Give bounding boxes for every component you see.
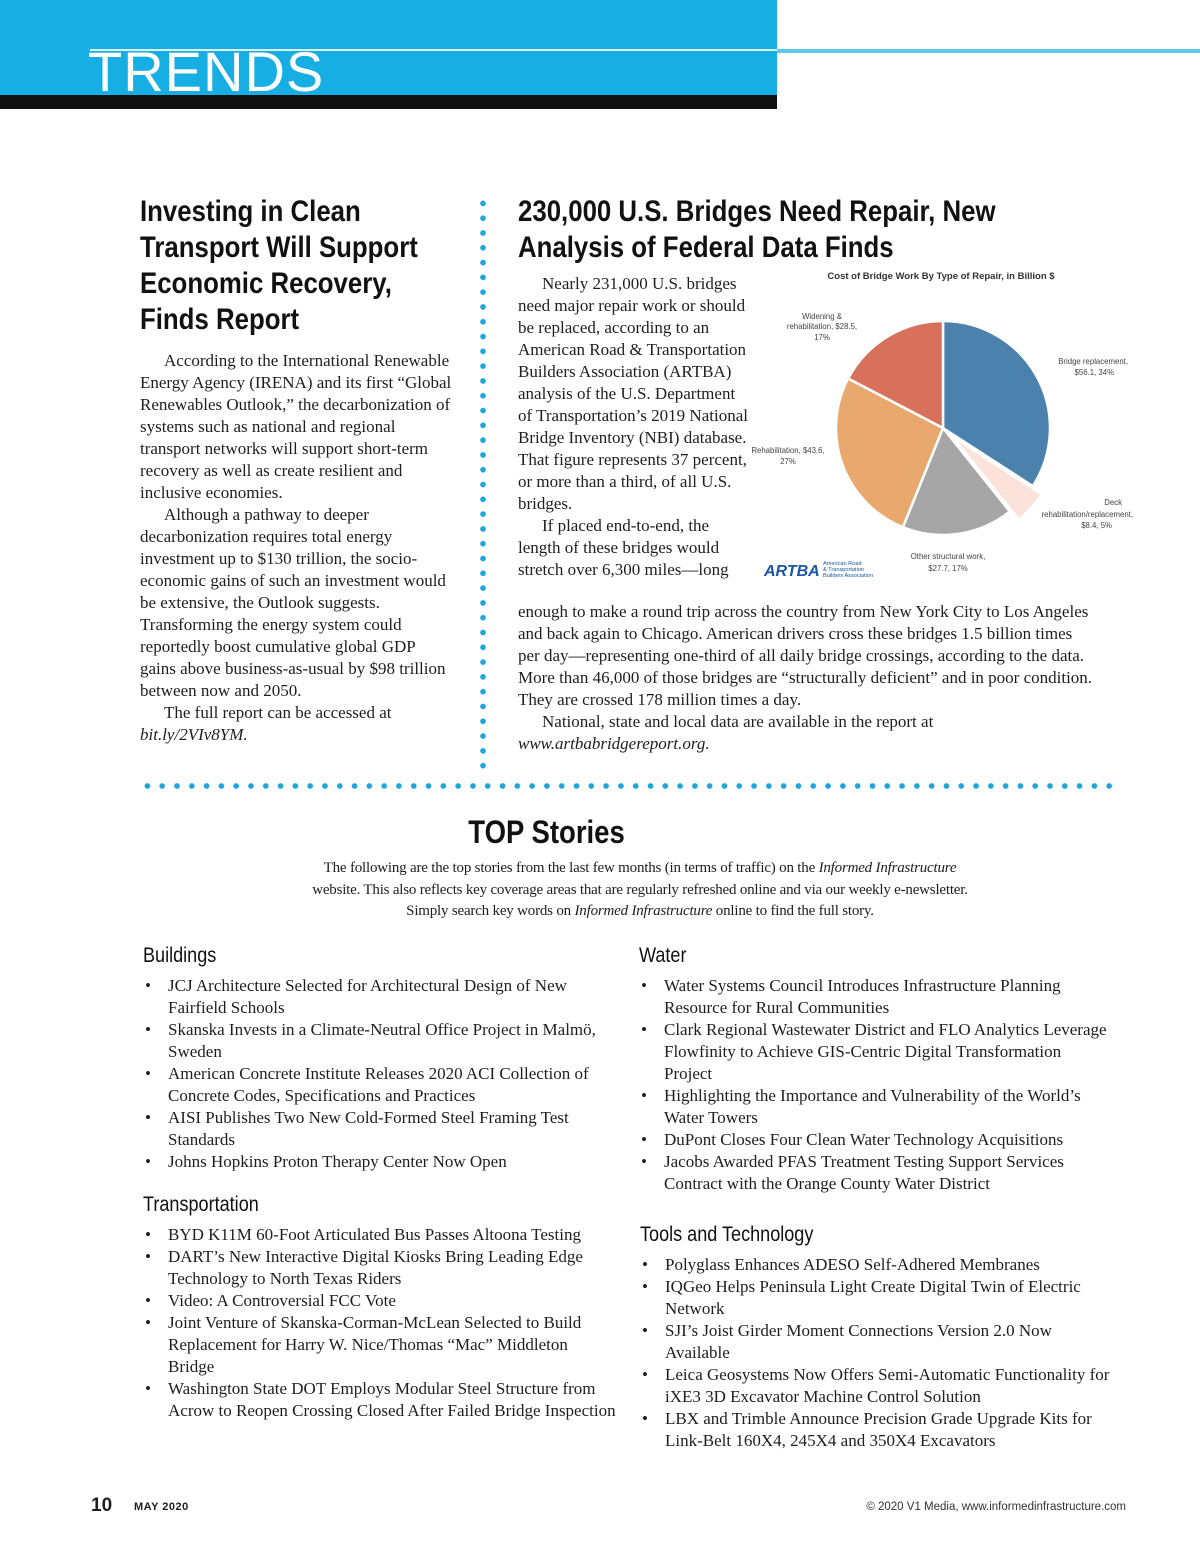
story-link[interactable]: • Joint Venture of Skanska-Corman-McLean Selected to Build Replacement for Harry W. Nice/Thomas “Mac” Middleton Bridge xyxy=(143,1312,618,1378)
left-article xyxy=(140,194,452,746)
left-article-title: Investing in Clean Transport Will Support Economic Recovery, Finds Report xyxy=(140,195,418,336)
story-link[interactable]: • American Concrete Institute Releases 2020 ACI Collection of Concrete Codes, Specifications and Practices xyxy=(143,1063,613,1107)
story-link[interactable]: • Skanska Invests in a Climate-Neutral Office Project in Malmö, Sweden xyxy=(143,1019,613,1063)
label-other-line2: $27.7, 17% xyxy=(928,564,968,573)
story-link[interactable]: • Video: A Controversial FCC Vote xyxy=(143,1290,618,1312)
top-stories-intro xyxy=(300,858,980,923)
label-bridge-replacement-line1: Bridge replacement, xyxy=(1058,357,1128,366)
tools-story-list xyxy=(640,1254,1110,1452)
label-widening-line2: rehabilitation, $28.5, xyxy=(786,322,858,331)
section-tools-and-technology xyxy=(640,1222,1110,1452)
label-bridge-replacement xyxy=(1058,357,1128,377)
section-heading-transportation: Transportation xyxy=(143,1193,259,1216)
section-heading-tools: Tools and Technology xyxy=(640,1223,814,1246)
header-rule-extension xyxy=(777,49,1200,53)
top-stories-title: TOP Stories xyxy=(468,814,625,850)
story-link[interactable]: • JCJ Architecture Selected for Architectural Design of New Fairfield Schools xyxy=(143,975,613,1019)
left-article-paragraph-1: According to the International Renewable Energy Agency (IRENA) and its first “Global Renewables Outlook,” the decarbonization of systems such as national and regional transport networks will support short-term recovery as well as create resilient and inclusive economies. xyxy=(140,351,452,502)
artba-logo xyxy=(763,561,873,580)
story-link[interactable]: • AISI Publishes Two New Cold-Formed Steel Framing Test Standards xyxy=(143,1107,613,1151)
bridge-report-link[interactable]: www.artbabridgereport.org. xyxy=(518,734,710,753)
label-widening xyxy=(787,312,857,342)
label-other-line1: Other structural work, xyxy=(910,552,986,561)
left-article-p3-text: The full report can be accessed at xyxy=(164,703,392,722)
left-article-paragraph-3 xyxy=(140,702,452,746)
story-link[interactable]: • Clark Regional Wastewater District and FLO Analytics Leverage Flowfinity to Achieve GIS-Centric Digital Transformation Project xyxy=(639,1019,1109,1085)
section-water xyxy=(639,943,1109,1195)
intro-part-a: The following are the top stories from the last few months (in terms of traffic) on the xyxy=(323,860,819,876)
intro-part-e: online to find the full story. xyxy=(712,903,874,919)
artba-logo-line2: & Transportation xyxy=(823,567,865,573)
horizontal-dotted-divider xyxy=(140,781,1115,791)
label-deck-line1: Deck xyxy=(1104,498,1122,507)
label-bridge-replacement-line2: $56.1, 34% xyxy=(1074,368,1114,377)
section-transportation xyxy=(143,1192,618,1422)
story-link[interactable]: • Jacobs Awarded PFAS Treatment Testing Support Services Contract with the Orange County Water District xyxy=(639,1151,1109,1195)
copyright-notice: © 2020 V1 Media, www.informedinfrastructure.com xyxy=(866,1501,1126,1513)
label-deck-line3: $8.4, 5% xyxy=(1081,521,1112,530)
right-article-paragraph-1: Nearly 231,000 U.S. bridges need major repair work or should be replaced, according to an American Road & Transportation Builders Association (ARTBA) analysis of the U.S. Department of Transportation’s 2019 National Bridge Inventory (NBI) database. That figure represents 37 percent, or more than a third, of all U.S. bridges. xyxy=(518,274,748,513)
story-link[interactable]: • Water Systems Council Introduces Infrastructure Planning Resource for Rural Communities xyxy=(639,975,1109,1019)
artba-logo-line3: Builders Association xyxy=(823,573,874,579)
issue-date: MAY 2020 xyxy=(134,1501,189,1513)
vertical-dotted-divider xyxy=(479,196,487,776)
label-rehab-line2: 27% xyxy=(780,457,796,466)
artba-logo-mark: ARTBA xyxy=(764,563,820,580)
right-article-paragraph-3 xyxy=(518,711,1093,755)
page-number: 10 xyxy=(91,1495,113,1516)
artba-logo-line1: American Road xyxy=(823,561,862,567)
right-article-header xyxy=(518,194,1093,266)
right-article-paragraph-2a: If placed end-to-end, the length of these bridges would stretch over 6,300 miles—long xyxy=(518,516,729,579)
right-article-paragraph-2b: enough to make a round trip across the country from New York City to Los Angeles and back again to Chicago. American drivers cross these bridges 1.5 billion times per day—representing one-third of all daily bridge crossings, according to the data. More than 46,000 of those bridges are “structurally deficient” and in poor condition. They are crossed 178 million times a day. xyxy=(518,602,1093,709)
section-heading-water: Water xyxy=(639,944,687,967)
section-title: TRENDS xyxy=(88,40,325,103)
label-rehab-line1: Rehabilitation, $43.6, xyxy=(751,446,825,455)
story-link[interactable]: • Polyglass Enhances ADESO Self-Adhered Membranes xyxy=(640,1254,1110,1276)
transportation-story-list xyxy=(143,1224,618,1422)
right-article-title: 230,000 U.S. Bridges Need Repair, New Analysis of Federal Data Finds xyxy=(518,195,996,264)
story-link[interactable]: • Leica Geosystems Now Offers Semi-Automatic Functionality for iXE3 3D Excavator Machine Control Solution xyxy=(640,1364,1110,1408)
story-link[interactable]: • Johns Hopkins Proton Therapy Center Now Open xyxy=(143,1151,613,1173)
intro-part-c: website. This also reflects key coverage areas that are regularly refreshed online and via our weekly e-newsletter. Simply search key words on xyxy=(312,881,968,919)
left-article-paragraph-2: Although a pathway to deeper decarbonization requires total energy investment up to $130 trillion, the socio-economic gains of such an investment would be extensive, the Outlook suggests. Transforming the energy system could reportedly boost cumulative global GDP gains above business-as-usual by $98 trillion between now and 2050. xyxy=(140,505,446,700)
story-link[interactable]: • DuPont Closes Four Clean Water Technology Acquisitions xyxy=(639,1129,1109,1151)
label-other-structural xyxy=(911,552,986,573)
intro-part-d: Informed Infrastructure xyxy=(574,903,713,919)
report-link[interactable]: bit.ly/2VIv8YM. xyxy=(140,725,248,744)
story-link[interactable]: • BYD K11M 60-Foot Articulated Bus Passes Altoona Testing xyxy=(143,1224,618,1246)
bridge-cost-pie-chart xyxy=(740,262,1140,582)
right-article-p3-text: National, state and local data are available in the report at xyxy=(542,712,934,731)
story-link[interactable]: • Highlighting the Importance and Vulnerability of the World’s Water Towers xyxy=(639,1085,1109,1129)
buildings-story-list xyxy=(143,975,613,1173)
chart-title: Cost of Bridge Work By Type of Repair, in Billion $ xyxy=(827,271,1055,282)
story-link[interactable]: • Washington State DOT Employs Modular Steel Structure from Acrow to Reopen Crossing Closed After Failed Bridge Inspection xyxy=(143,1378,618,1422)
label-widening-line3: 17% xyxy=(814,333,830,342)
left-article-body xyxy=(140,350,452,746)
story-link[interactable]: • IQGeo Helps Peninsula Light Create Digital Twin of Electric Network xyxy=(640,1276,1110,1320)
right-article-body-narrow xyxy=(518,273,750,581)
label-deck-line2: rehabilitation/replacement, xyxy=(1041,510,1133,519)
label-deck-rehabilitation xyxy=(1042,498,1133,530)
story-link[interactable]: • SJI’s Joist Girder Moment Connections Version 2.0 Now Available xyxy=(640,1320,1110,1364)
intro-part-b: Informed Infrastructure xyxy=(818,860,957,876)
right-article-body-wide xyxy=(518,601,1093,755)
section-heading-buildings: Buildings xyxy=(143,944,217,967)
story-link[interactable]: • LBX and Trimble Announce Precision Grade Upgrade Kits for Link-Belt 160X4, 245X4 and 350X4 Excavators xyxy=(640,1408,1110,1452)
story-link[interactable]: • DART’s New Interactive Digital Kiosks Bring Leading Edge Technology to North Texas Riders xyxy=(143,1246,618,1290)
label-rehabilitation xyxy=(751,446,824,466)
label-widening-line1: Widening & xyxy=(802,312,842,321)
water-story-list xyxy=(639,975,1109,1195)
section-buildings xyxy=(143,943,613,1173)
